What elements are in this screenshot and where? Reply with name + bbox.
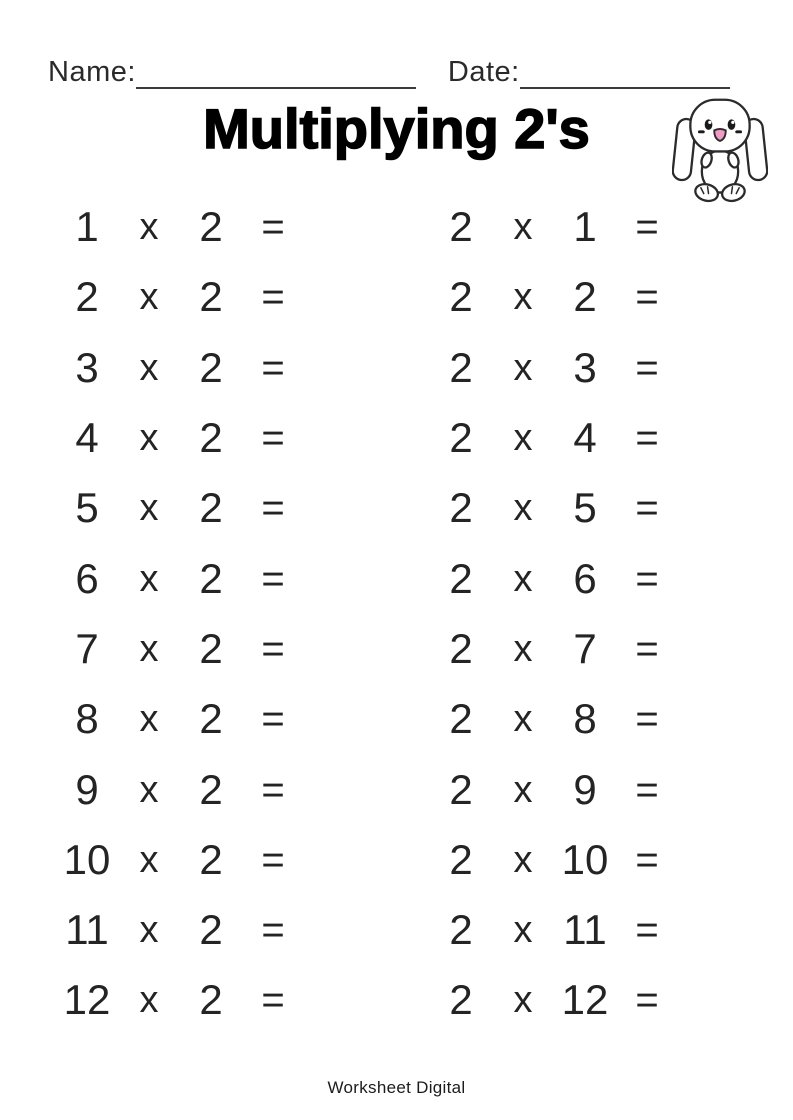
operand-b: 2 <box>199 273 223 321</box>
operand-a: 2 <box>449 624 473 672</box>
operand-b: 2 <box>199 554 223 602</box>
times-symbol: x <box>513 276 533 319</box>
times-symbol: x <box>139 417 159 460</box>
equals-symbol: = <box>261 275 285 320</box>
equals-symbol: = <box>261 978 285 1023</box>
operand-a: 2 <box>449 906 473 954</box>
times-symbol: x <box>139 557 159 600</box>
equals-symbol: = <box>261 626 285 671</box>
operand-b: 12 <box>561 976 609 1024</box>
problem-right <box>430 906 678 954</box>
times-symbol: x <box>139 838 159 881</box>
problem-left <box>56 414 304 462</box>
equals-symbol: = <box>261 486 285 531</box>
problem-right <box>430 414 678 462</box>
equals-symbol: = <box>635 908 659 953</box>
operand-b: 6 <box>573 554 597 602</box>
operand-b: 9 <box>573 765 597 813</box>
times-symbol: x <box>139 627 159 670</box>
operand-a: 2 <box>449 203 473 251</box>
operand-b: 2 <box>199 484 223 532</box>
problem-left <box>56 765 304 813</box>
operand-b: 7 <box>573 624 597 672</box>
problem-right <box>430 624 678 672</box>
times-symbol: x <box>513 627 533 670</box>
equals-symbol: = <box>635 486 659 531</box>
times-symbol: x <box>139 206 159 249</box>
times-symbol: x <box>139 979 159 1022</box>
times-symbol: x <box>513 487 533 530</box>
operand-a: 3 <box>75 343 99 391</box>
operand-a: 2 <box>449 414 473 462</box>
operand-b: 11 <box>563 906 607 954</box>
operand-a: 6 <box>75 554 99 602</box>
name-label: Name: <box>48 56 136 88</box>
problem-right <box>430 695 678 743</box>
page-title: Multiplying 2's <box>203 97 590 160</box>
operand-b: 2 <box>199 343 223 391</box>
operand-b: 2 <box>199 203 223 251</box>
operand-a: 2 <box>449 765 473 813</box>
equals-symbol: = <box>261 767 285 812</box>
operand-a: 11 <box>65 906 109 954</box>
problem-left <box>56 343 304 391</box>
times-symbol: x <box>139 346 159 389</box>
date-blank-line <box>520 56 730 89</box>
operand-a: 10 <box>63 835 111 883</box>
equals-symbol: = <box>261 908 285 953</box>
problem-left <box>56 484 304 532</box>
operand-a: 2 <box>449 484 473 532</box>
problem-right <box>430 203 678 251</box>
times-symbol: x <box>139 768 159 811</box>
operand-a: 12 <box>63 976 111 1024</box>
times-symbol: x <box>513 557 533 600</box>
times-symbol: x <box>139 909 159 952</box>
operand-b: 2 <box>199 976 223 1024</box>
operand-b: 8 <box>573 695 597 743</box>
equals-symbol: = <box>261 345 285 390</box>
equals-symbol: = <box>635 556 659 601</box>
problem-left <box>56 906 304 954</box>
equals-symbol: = <box>635 697 659 742</box>
operand-a: 2 <box>449 343 473 391</box>
operand-a: 7 <box>75 624 99 672</box>
problems-grid <box>56 192 678 1036</box>
operand-a: 2 <box>449 554 473 602</box>
times-symbol: x <box>513 909 533 952</box>
operand-b: 2 <box>199 835 223 883</box>
problem-left <box>56 976 304 1024</box>
operand-a: 2 <box>449 273 473 321</box>
bunny-mascot-icon <box>672 95 768 205</box>
operand-b: 2 <box>199 906 223 954</box>
problem-left <box>56 273 304 321</box>
equals-symbol: = <box>635 626 659 671</box>
name-blank-line <box>136 56 416 89</box>
operand-a: 8 <box>75 695 99 743</box>
operand-b: 2 <box>199 695 223 743</box>
problem-left <box>56 554 304 602</box>
equals-symbol: = <box>635 837 659 882</box>
problem-right <box>430 273 678 321</box>
operand-a: 9 <box>75 765 99 813</box>
operand-a: 2 <box>75 273 99 321</box>
problem-right <box>430 554 678 602</box>
problem-left <box>56 203 304 251</box>
operand-a: 5 <box>75 484 99 532</box>
equals-symbol: = <box>635 978 659 1023</box>
operand-a: 2 <box>449 976 473 1024</box>
problem-left <box>56 624 304 672</box>
times-symbol: x <box>513 417 533 460</box>
equals-symbol: = <box>635 205 659 250</box>
operand-b: 2 <box>199 414 223 462</box>
equals-symbol: = <box>261 837 285 882</box>
operand-a: 1 <box>75 203 99 251</box>
times-symbol: x <box>513 979 533 1022</box>
times-symbol: x <box>513 206 533 249</box>
problem-right <box>430 484 678 532</box>
times-symbol: x <box>139 487 159 530</box>
operand-a: 4 <box>75 414 99 462</box>
times-symbol: x <box>513 346 533 389</box>
times-symbol: x <box>513 838 533 881</box>
times-symbol: x <box>513 768 533 811</box>
operand-a: 2 <box>449 835 473 883</box>
equals-symbol: = <box>261 556 285 601</box>
operand-b: 4 <box>573 414 597 462</box>
date-label: Date: <box>447 56 520 88</box>
problem-left <box>56 835 304 883</box>
operand-b: 2 <box>573 273 597 321</box>
equals-symbol: = <box>635 275 659 320</box>
times-symbol: x <box>513 698 533 741</box>
problem-left <box>56 695 304 743</box>
problem-right <box>430 976 678 1024</box>
equals-symbol: = <box>261 205 285 250</box>
equals-symbol: = <box>635 345 659 390</box>
equals-symbol: = <box>261 697 285 742</box>
problem-right <box>430 765 678 813</box>
operand-b: 10 <box>561 835 609 883</box>
operand-b: 5 <box>573 484 597 532</box>
times-symbol: x <box>139 698 159 741</box>
problem-right <box>430 835 678 883</box>
times-symbol: x <box>139 276 159 319</box>
equals-symbol: = <box>635 767 659 812</box>
operand-b: 2 <box>199 765 223 813</box>
equals-symbol: = <box>261 416 285 461</box>
equals-symbol: = <box>635 416 659 461</box>
problem-right <box>430 343 678 391</box>
header-row <box>48 55 753 89</box>
operand-b: 3 <box>573 343 597 391</box>
operand-b: 1 <box>573 203 597 251</box>
operand-a: 2 <box>449 695 473 743</box>
footer-brand: Worksheet Digital <box>327 1078 466 1097</box>
operand-b: 2 <box>199 624 223 672</box>
